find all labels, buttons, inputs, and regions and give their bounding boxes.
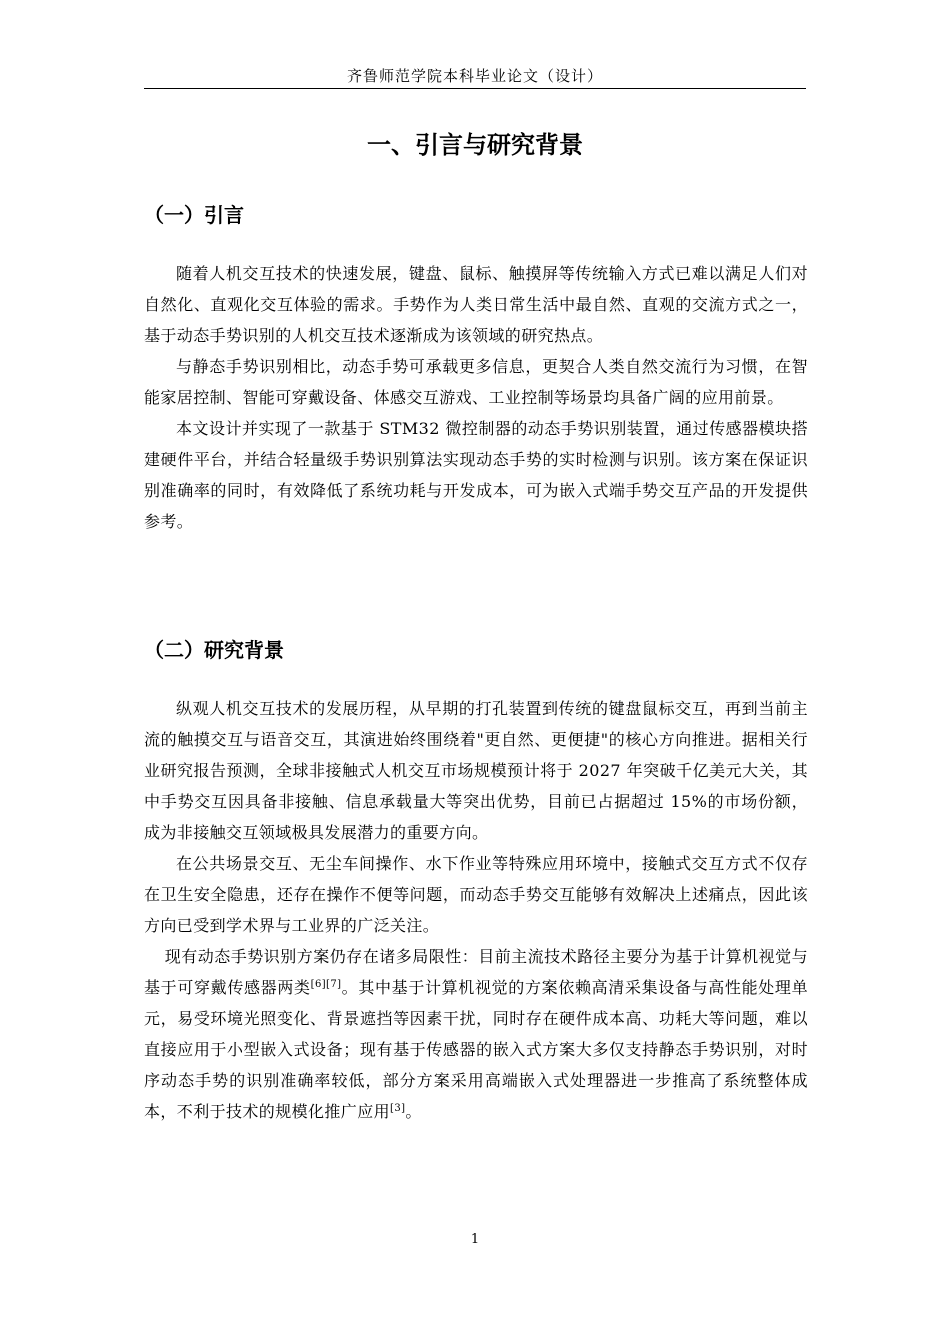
background-body xyxy=(144,693,808,1127)
paragraph: 随着人机交互技术的快速发展，键盘、鼠标、触摸屏等传统输入方式已难以满足人们对自然化、直观化交互体验的需求。手势作为人类日常生活中最自然、直观的交流方式之一，基于动态手势识别的人机交互技术逐渐成为该领域的研究热点。 xyxy=(144,264,808,345)
paragraph: 在公共场景交互、无尘车间操作、水下作业等特殊应用环境中，接触式交互方式不仅存在卫生安全隐患，还存在操作不便等问题，而动态手势交互能够有效解决上述痛点，因此该方向已受到学术界与工业界的广泛关注。 xyxy=(144,854,808,935)
section-heading-background: （二）研究背景 xyxy=(144,638,284,662)
section-heading-introduction: （一）引言 xyxy=(144,203,244,227)
text-run: 。 xyxy=(405,1102,422,1121)
text-run: 。其中基于计算机视觉的方案依赖高清采集设备与高性能处理单元，易受环境光照变化、背景遮挡等因素干扰，同时存在硬件成本高、功耗大等问题，难以直接应用于小型嵌入式设备；现有基于传感器的嵌入式方案大多仅支持静态手势识别，对时序动态手势的识别准确率较低，部分方案采用高端嵌入式处理器进一步推高了系统整体成本，不利于技术的规模化推广应用 xyxy=(144,978,808,1121)
citation: [6][7] xyxy=(310,979,342,990)
page-number: 1 xyxy=(470,1232,480,1247)
running-head: 齐鲁师范学院本科毕业论文（设计） xyxy=(346,67,603,85)
paragraph: 本文设计并实现了一款基于 STM32 微控制器的动态手势识别装置，通过传感器模块搭建硬件平台，并结合轻量级手势识别算法实现动态手势的实时检测与识别。该方案在保证识别准确率的同时，有效降低了系统功耗与开发成本，可为嵌入式端手势交互产品的开发提供参考。 xyxy=(144,419,808,531)
paragraph xyxy=(144,941,808,1127)
chapter-title: 一、引言与研究背景 xyxy=(367,131,583,159)
paragraph: 纵观人机交互技术的发展历程，从早期的打孔装置到传统的键盘鼠标交互，再到当前主流的触摸交互与语音交互，其演进始终围绕着"更自然、更便捷"的核心方向推进。据相关行业研究报告预测，全球非接触式人机交互市场规模预计将于 2027 年突破千亿美元大关，其中手势交互因具备非接触、信息承载量大等突出优势，目前已占据超过 15%的市场份额，成为非接触交互领域极具发展潜力的重要方向。 xyxy=(144,699,808,842)
text-run: 现有动态手势识别方案仍存在诸多局限性：目前主流技术路径主要分为基于计算机视觉与基于可穿戴传感器两类 xyxy=(144,947,808,997)
citation: [3] xyxy=(390,1103,406,1114)
header-rule xyxy=(144,88,806,89)
paragraph: 与静态手势识别相比，动态手势可承载更多信息，更契合人类自然交流行为习惯，在智能家居控制、智能可穿戴设备、体感交互游戏、工业控制等场景均具备广阔的应用前景。 xyxy=(144,357,808,407)
introduction-body xyxy=(144,258,808,537)
